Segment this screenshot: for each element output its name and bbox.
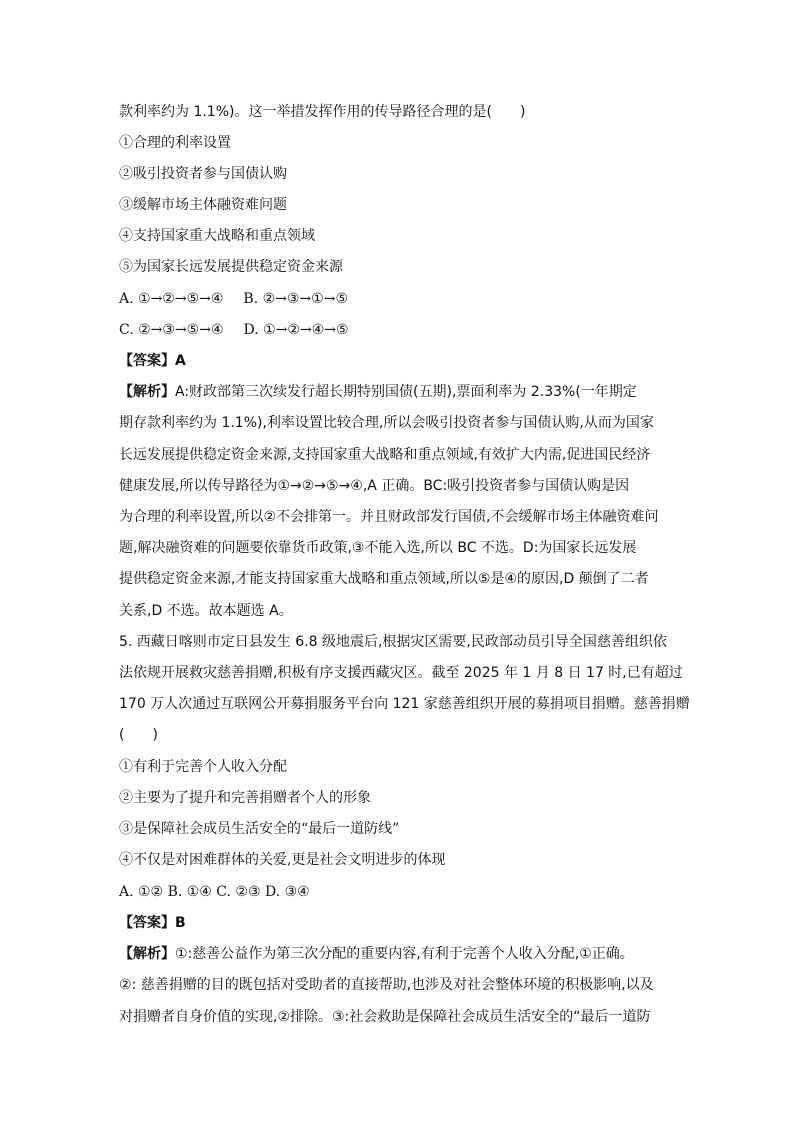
q5-analysis-line-3: 对捐赠者自身价值的实现,②排除。③:社会救助是保障社会成员生活安全的“最后一道防 bbox=[119, 1009, 651, 1025]
q4-analysis-line-8: 关系,D 不选。故本题选 A。 bbox=[119, 603, 293, 619]
q5-analysis-line-1 bbox=[119, 945, 679, 963]
q4-item-3: ③缓解市场主体融资难问题 bbox=[119, 197, 287, 213]
q4-item-1: ①合理的利率设置 bbox=[119, 135, 231, 151]
q4-option-c: C. ②→③→⑤→④ bbox=[119, 322, 224, 338]
q5-stem-line-4: ( ) bbox=[119, 727, 158, 743]
q4-analysis-text-1: A:财政部第三次续发行超长期特别国债(五期),票面利率为 2.33%(一年期定 bbox=[175, 384, 637, 400]
q4-analysis-label: 【解析】 bbox=[119, 384, 175, 400]
q5-answer: 【答案】B bbox=[119, 915, 186, 931]
q4-stem-tail: 款利率约为 1.1%)。这一举措发挥作用的传导路径合理的是( ) bbox=[119, 104, 526, 120]
q5-analysis-label: 【解析】 bbox=[119, 946, 175, 962]
q4-analysis-line-5: 为合理的利率设置,所以②不会排第一。并且财政部发行国债,不会缓解市场主体融资难问 bbox=[119, 509, 659, 525]
q4-option-b: B. ②→③→①→⑤ bbox=[243, 291, 348, 307]
q4-answer: 【答案】A bbox=[119, 353, 186, 369]
q5-analysis-text-1: ①:慈善公益作为第三次分配的重要内容,有利于完善个人收入分配,①正确。 bbox=[175, 946, 634, 962]
q4-analysis-line-2: 期存款利率约为 1.1%),利率设置比较合理,所以会吸引投资者参与国债认购,从而为国家 bbox=[119, 415, 654, 431]
q5-item-2: ②主要为了提升和完善捐赠者个人的形象 bbox=[119, 790, 371, 806]
q4-analysis-line-7: 提供稳定资金来源,才能支持国家重大战略和重点领域,所以⑤是④的原因,D 颠倒了二者 bbox=[119, 571, 649, 587]
q5-stem-line-3: 170 万人次通过互联网公开募捐服务平台向 121 家慈善组织开展的募捐项目捐赠。慈善捐赠 bbox=[119, 696, 690, 712]
q4-analysis-line-6: 题,解决融资难的问题要依靠货币政策,③不能入选,所以 BC 不选。D:为国家长远发展 bbox=[119, 540, 637, 556]
q4-analysis-line-3: 长远发展提供稳定资金来源,支持国家重大战略和重点领域,有效扩大内需,促进国民经济 bbox=[119, 447, 651, 463]
q5-analysis-line-2: ②: 慈善捐赠的目的既包括对受助者的直接帮助,也涉及对社会整体环境的积极影响,以及 bbox=[119, 977, 654, 993]
q5-item-3: ③是保障社会成员生活安全的“最后一道防线” bbox=[119, 821, 400, 837]
q4-item-5: ⑤为国家长远发展提供稳定资金来源 bbox=[119, 259, 343, 275]
q5-item-4: ④不仅是对困难群体的关爱,更是社会文明进步的体现 bbox=[119, 852, 446, 868]
q5-options: A. ①② B. ①④ C. ②③ D. ③④ bbox=[119, 884, 310, 900]
q4-analysis-line-1 bbox=[119, 383, 679, 401]
q4-analysis-line-4: 健康发展,所以传导路径为①→②→⑤→④,A 正确。BC:吸引投资者参与国债认购是因 bbox=[119, 478, 630, 494]
q5-stem-line-1: 5. 西藏日喀则市定日县发生 6.8 级地震后,根据灾区需要,民政部动员引导全国慈善组织依 bbox=[119, 634, 667, 650]
q4-item-2: ②吸引投资者参与国债认购 bbox=[119, 166, 287, 182]
q5-item-1: ①有利于完善个人收入分配 bbox=[119, 759, 287, 775]
q4-option-d: D. ①→②→④→⑤ bbox=[243, 322, 349, 338]
q4-options-row-2 bbox=[119, 321, 679, 339]
q5-stem-line-2: 法依规开展救灾慈善捐赠,积极有序支援西藏灾区。截至 2025 年 1 月 8 日 17 时,已有超过 bbox=[119, 665, 683, 681]
q4-item-4: ④支持国家重大战略和重点领域 bbox=[119, 228, 315, 244]
q4-options-row-1 bbox=[119, 290, 679, 308]
q4-option-a: A. ①→②→⑤→④ bbox=[119, 291, 224, 307]
